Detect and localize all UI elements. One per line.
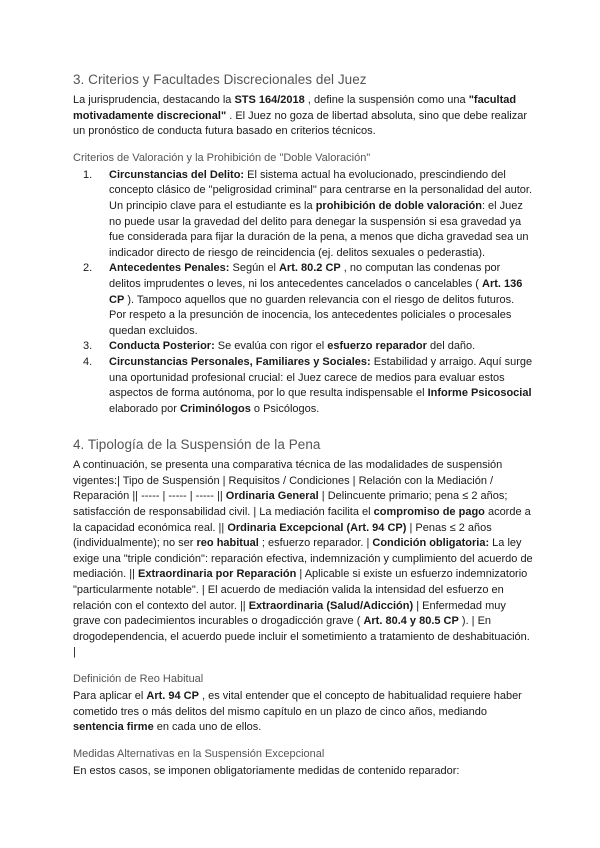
list-item: 1. Circunstancias del Delito: El sistema actual ha evolucionado, prescindiendo del concepto clásico de "peligrosidad criminal" para centrarse en la personalidad del autor. Un principio clave para el estudiante es la prohibición de doble valoración: el Juez no puede usar la gravedad del delito para denegar la suspensión si esa gravedad ya fue considerada para fijar la duración de la pena, a menos que dicha gravedad sea un indicador directo de riesgo de reincidencia (ej. delitos sexuales o pederastia).	[83, 168, 533, 259]
reo-habitual-subheading: Definición de Reo Habitual	[73, 673, 204, 685]
list-item: 4. Circunstancias Personales, Familiares y Sociales: Estabilidad y arraigo. Aquí surge una oportunidad profesional crucial: el Juez carece de medios para evaluar estos aspectos de forma autónoma, por lo que resulta indispensable el Informe Psicosocial elaborado por Criminólogos o Psicólogos.	[83, 355, 533, 415]
list-item: 2. Antecedentes Penales: Según el Art. 80.2 CP , no computan las condenas por delitos imprudentes o leves, ni los antecedentes cancelados o cancelables ( Art. 136 CP ). Tampoco aquellos que no guarden relevancia con el riesgo de delitos futuros. Por respeto a la presunción de inocencia, los antecedentes policiales o procesales quedan excluidos.	[83, 262, 523, 337]
section-4-heading: 4. Tipología de la Suspensión de la Pena	[73, 437, 321, 453]
reo-habitual-paragraph: Para aplicar el Art. 94 CP , es vital entender que el concepto de habitualidad requiere haber cometido tres o más delitos del mismo capítulo en un plazo de cinco años, mediando sentencia firme en cada uno de ellos.	[73, 690, 522, 734]
section-4-paragraph: A continuación, se presenta una comparativa técnica de las modalidades de suspensión vigentes:| Tipo de Suspensión | Requisitos / Condiciones | Relación con la Mediación / Reparación || ----- | ----- | ----- || Ordinaria General | Delincuente primario; pena ≤ 2 años; satisfacción de responsabilidad civil. | La mediación facilita el compromiso de pago acorde a la capacidad económica real. || Ordinaria Excepcional (Art. 94 CP) | Penas ≤ 2 años (individualmente); no ser reo habitual ; esfuerzo reparador. | Condición obligatoria: La ley exige una "triple condición": reparación efectiva, indemnización y cumplimiento del acuerdo de mediación. || Extraordinaria por Reparación | Aplicable si existe un esfuerzo indemnizatorio "particularmente notable". | El acuerdo de mediación valida la intensidad del esfuerzo en relación con el contexto del autor. || Extraordinaria (Salud/Adicción) | Enfermedad muy grave con padecimientos incurables o drogadicción grave ( Art. 80.4 y 80.5 CP ). | En drogodependencia, el acuerdo puede incluir el sometimiento a tratamiento de deshabituación. |	[73, 459, 533, 659]
criteria-list	[73, 168, 533, 418]
medidas-paragraph: En estos casos, se imponen obligatoriamente medidas de contenido reparador:	[73, 764, 460, 777]
medidas-subheading: Medidas Alternativas en la Suspensión Excepcional	[73, 747, 325, 760]
list-item: 3. Conducta Posterior: Se evalúa con rigor el esfuerzo reparador del daño.	[83, 340, 476, 353]
section-3-intro: La jurisprudencia, destacando la STS 164/2018 , define la suspensión como una "facultad motivadamente discrecional" . El Juez no goza de libertad absoluta, sino que debe realizar un pronóstico de conducta futura basado en criterios técnicos.	[73, 94, 528, 138]
section-3-heading: 3. Criterios y Facultades Discrecionales del Juez	[73, 72, 367, 87]
criteria-subheading: Criterios de Valoración y la Prohibición de "Doble Valoración"	[73, 151, 371, 164]
document-page	[73, 66, 533, 779]
